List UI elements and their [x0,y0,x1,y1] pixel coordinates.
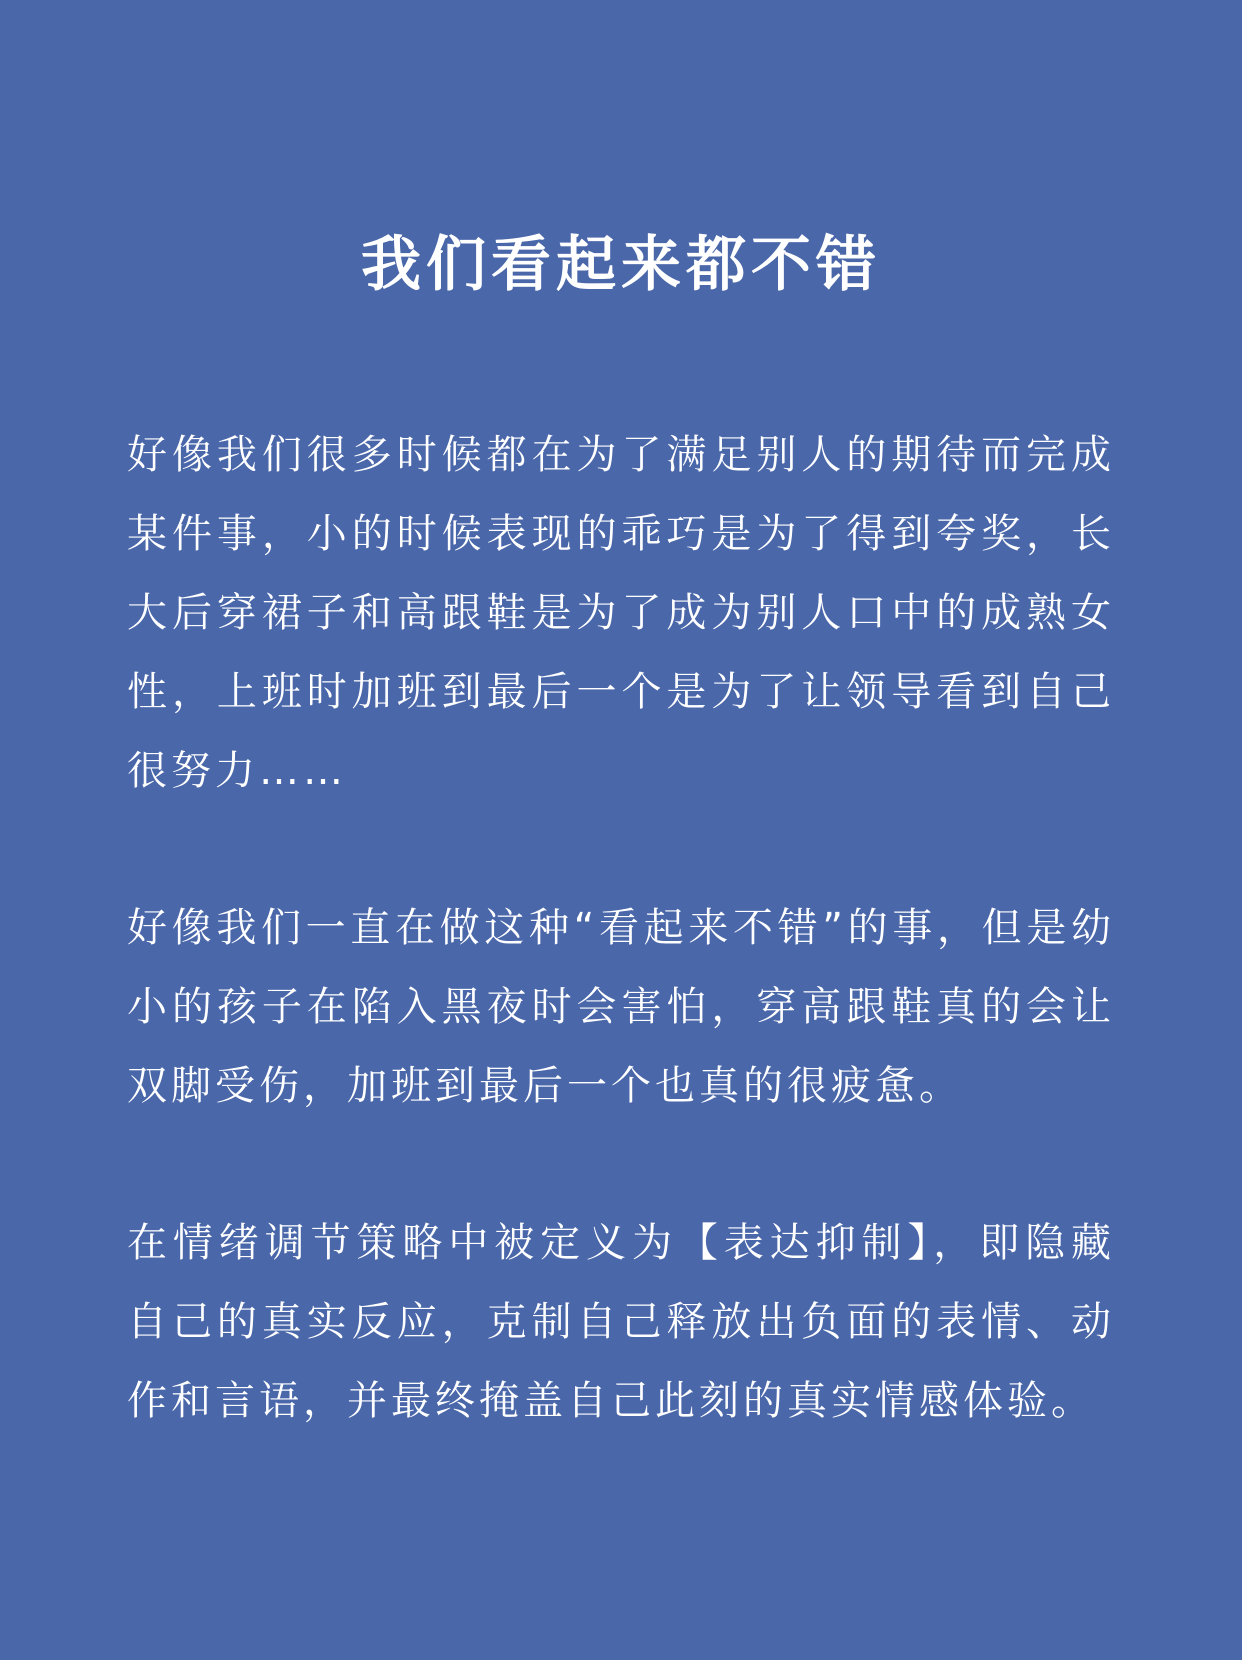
paragraph-expectations: 好像我们很多时候都在为了满足别人的期待而完成某件事，小的时候表现的乖巧是为了得到夸奖，长大后穿裙子和高跟鞋是为了成为别人口中的成熟女性，上班时加班到最后一个是为了让领导看到自己很努力…… [127,432,1115,794]
paragraph-expression-suppression: 在情绪调节策略中被定义为【表达抑制】，即隐藏自己的真实反应，克制自己释放出负面的表情、动作和言语，并最终掩盖自己此刻的真实情感体验。 [127,1220,1115,1424]
article-body [127,416,1115,1441]
article-title: 我们看起来都不错 [361,230,881,300]
paragraph-looking-fine: 好像我们一直在做这种“看起来不错”的事，但是幼小的孩子在陷入黑夜时会害怕，穿高跟鞋真的会让双脚受伤，加班到最后一个也真的很疲惫。 [127,905,1115,1109]
